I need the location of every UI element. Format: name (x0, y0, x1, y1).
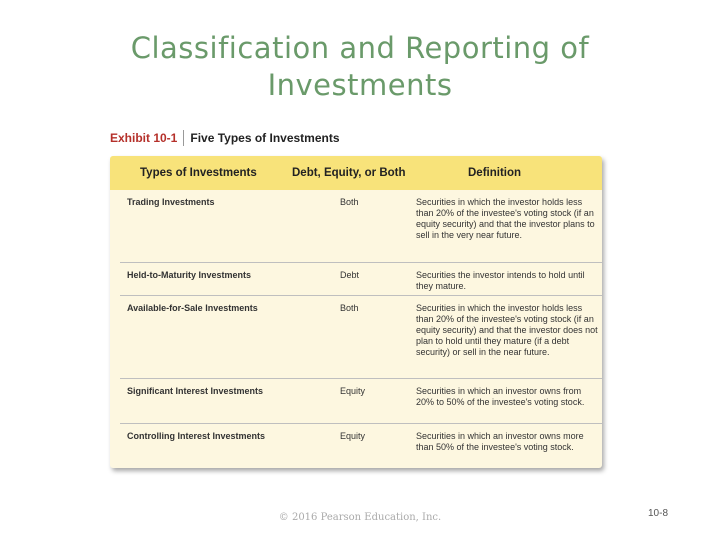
table-header-types: Types of Investments (140, 167, 257, 179)
row-type: Available-for-Sale Investments (127, 303, 258, 313)
slide-title (0, 30, 720, 104)
exhibit-header (110, 130, 340, 146)
row-type: Controlling Interest Investments (127, 431, 266, 441)
page-number: 10-8 (648, 508, 669, 519)
table-row (110, 190, 602, 262)
row-kind: Debt (340, 270, 360, 280)
slide-title-line-1: Classification and Reporting of (130, 31, 590, 65)
row-type: Held-to-Maturity Investments (127, 270, 252, 280)
exhibit-caption: Five Types of Investments (190, 131, 340, 145)
row-type: Trading Investments (127, 197, 215, 207)
table-header-debt-equity: Debt, Equity, or Both (292, 167, 406, 179)
table-row (110, 379, 602, 423)
row-kind: Equity (340, 431, 366, 441)
table-row (110, 296, 602, 378)
table-header-definition: Definition (468, 167, 522, 179)
row-kind: Equity (340, 386, 366, 396)
investments-table (110, 156, 602, 468)
row-definition: Securities the investor intends to hold until they mature. (416, 270, 585, 291)
row-type: Significant Interest Investments (127, 386, 264, 396)
row-definition: Securities in which the investor holds less than 20% of the investee's voting stock (if an equity security) and that the investor does not plan to hold until they mature (if a debt security) or sell in the near future. (416, 303, 598, 357)
row-definition: Securities in which an investor owns from 20% to 50% of the investee's voting stock. (416, 386, 585, 407)
row-definition: Securities in which the investor holds less than 20% of the investee's voting stock (if an equity security) and that the investor plans to sell in the very near future. (416, 197, 595, 240)
table-row (110, 263, 602, 295)
copyright-notice: © 2016 Pearson Education, Inc. (278, 512, 442, 523)
row-kind: Both (340, 197, 359, 207)
table-row (110, 424, 602, 468)
row-definition: Securities in which an investor owns more than 50% of the investee's voting stock. (416, 431, 584, 452)
slide-title-line-2: Investments (267, 68, 453, 102)
table-header-row (110, 156, 602, 190)
exhibit-label: Exhibit 10-1 (110, 131, 178, 145)
row-kind: Both (340, 303, 359, 313)
